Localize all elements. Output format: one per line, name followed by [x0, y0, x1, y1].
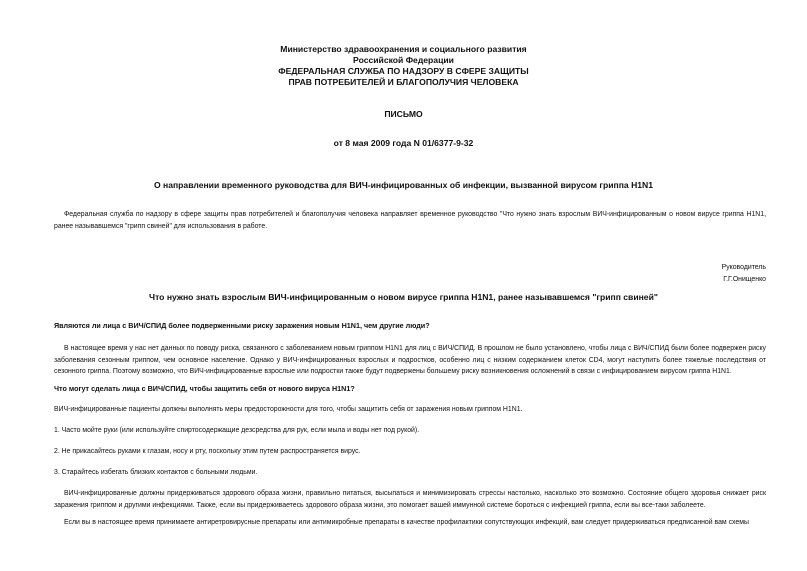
header-line-4: ПРАВ ПОТРЕБИТЕЛЕЙ И БЛАГОПОЛУЧИЯ ЧЕЛОВЕКА — [288, 77, 519, 87]
header-line-1: Министерство здравоохранения и социального развития — [280, 44, 527, 54]
list-item-1: 1. Часто мойте руки (или используйте спиртосодержащие дезсредства для рук, если мыла и воды нет под рукой). — [54, 427, 420, 434]
signature-role: Руководитель — [721, 264, 766, 271]
header-line-2: Российской Федерации — [353, 55, 454, 65]
doc-date: от 8 мая 2009 года N 01/6377-9-32 — [333, 138, 474, 148]
intro-paragraph: Федеральная служба по надзору в сфере защиты прав потребителей и благополучия человека направляет временное руководство "Что нужно знать взрослым ВИЧ-инфицированным о новом вирусе гриппа H1N1, ранее называвшемся "грипп свиней" для использования в работе. — [54, 211, 766, 230]
paragraph-1: В настоящее время у нас нет данных по поводу риска, связанного с заболеванием новым гриппом H1N1 для лиц с ВИЧ/СПИД. В прошлом не было установлено, чтобы лица с ВИЧ/СПИД были более подвержен риску заболевания сезонным гриппом, чем основное население. Однако у ВИЧ-инфицированных взрослых и подростков, особенно лиц с низким содержанием клеток CD4, могут наступить более тяжелые последствия от сезонного гриппа. Поэтому возможно, что ВИЧ-инфицированные взрослые или подростки также будут подвержены большему риску возникновения осложнений в связи с инфицированием вирусом гриппа H1N1. — [54, 345, 766, 376]
paragraph-2: ВИЧ-инфицированные пациенты должны выполнять меры предосторожности для того, чтобы защитить себя от заражения новым гриппом H1N1. — [54, 406, 523, 413]
signature-name: Г.Г.Онищенко — [723, 275, 766, 283]
signature-block — [722, 262, 766, 285]
question-1: Являются ли лица с ВИЧ/СПИД более подверженными риску заражения новым H1N1, чем другие люди? — [54, 321, 430, 330]
ministry-header — [200, 44, 607, 88]
list-item-2: 2. Не прикасайтесь руками к глазам, носу и рту, поскольку этим путем распространяется вирус. — [54, 448, 361, 455]
header-line-3: ФЕДЕРАЛЬНАЯ СЛУЖБА ПО НАДЗОРУ В СФЕРЕ ЗАЩИТЫ — [278, 66, 529, 76]
paragraph-4: Если вы в настоящее время принимаете антиретровирусные препараты или антимикробные препараты в качестве профилактики сопутствующих инфекций, вам следует придерживаться предписанной вам схемы — [64, 519, 749, 526]
question-2: Что могут сделать лица с ВИЧ/СПИД, чтобы защитить себя от нового вируса H1N1? — [54, 384, 355, 393]
list-item-3: 3. Старайтесь избегать близких контактов с больными людьми. — [54, 469, 258, 476]
paragraph-3: ВИЧ-инфицированные должны придерживаться здорового образа жизни, правильно питаться, высыпаться и минимизировать стрессы настолько, насколько это возможно. Состояние общего здоровья снижает риск заражения гриппом и другими инфекциями. Также, если вы придерживаетесь здорового образа жизни, это помогает вашей иммунной системе бороться с инфекцией гриппа, если вы все-таки заболеете. — [54, 490, 766, 509]
doc-type: ПИСЬМО — [384, 109, 423, 119]
doc-title: О направлении временного руководства для ВИЧ-инфицированных об инфекции, вызванной вирусом гриппа H1N1 — [153, 180, 654, 190]
section-title: Что нужно знать взрослым ВИЧ-инфицированным о новом вирусе гриппа H1N1, ранее называвшемся "грипп свиней" — [149, 292, 658, 302]
